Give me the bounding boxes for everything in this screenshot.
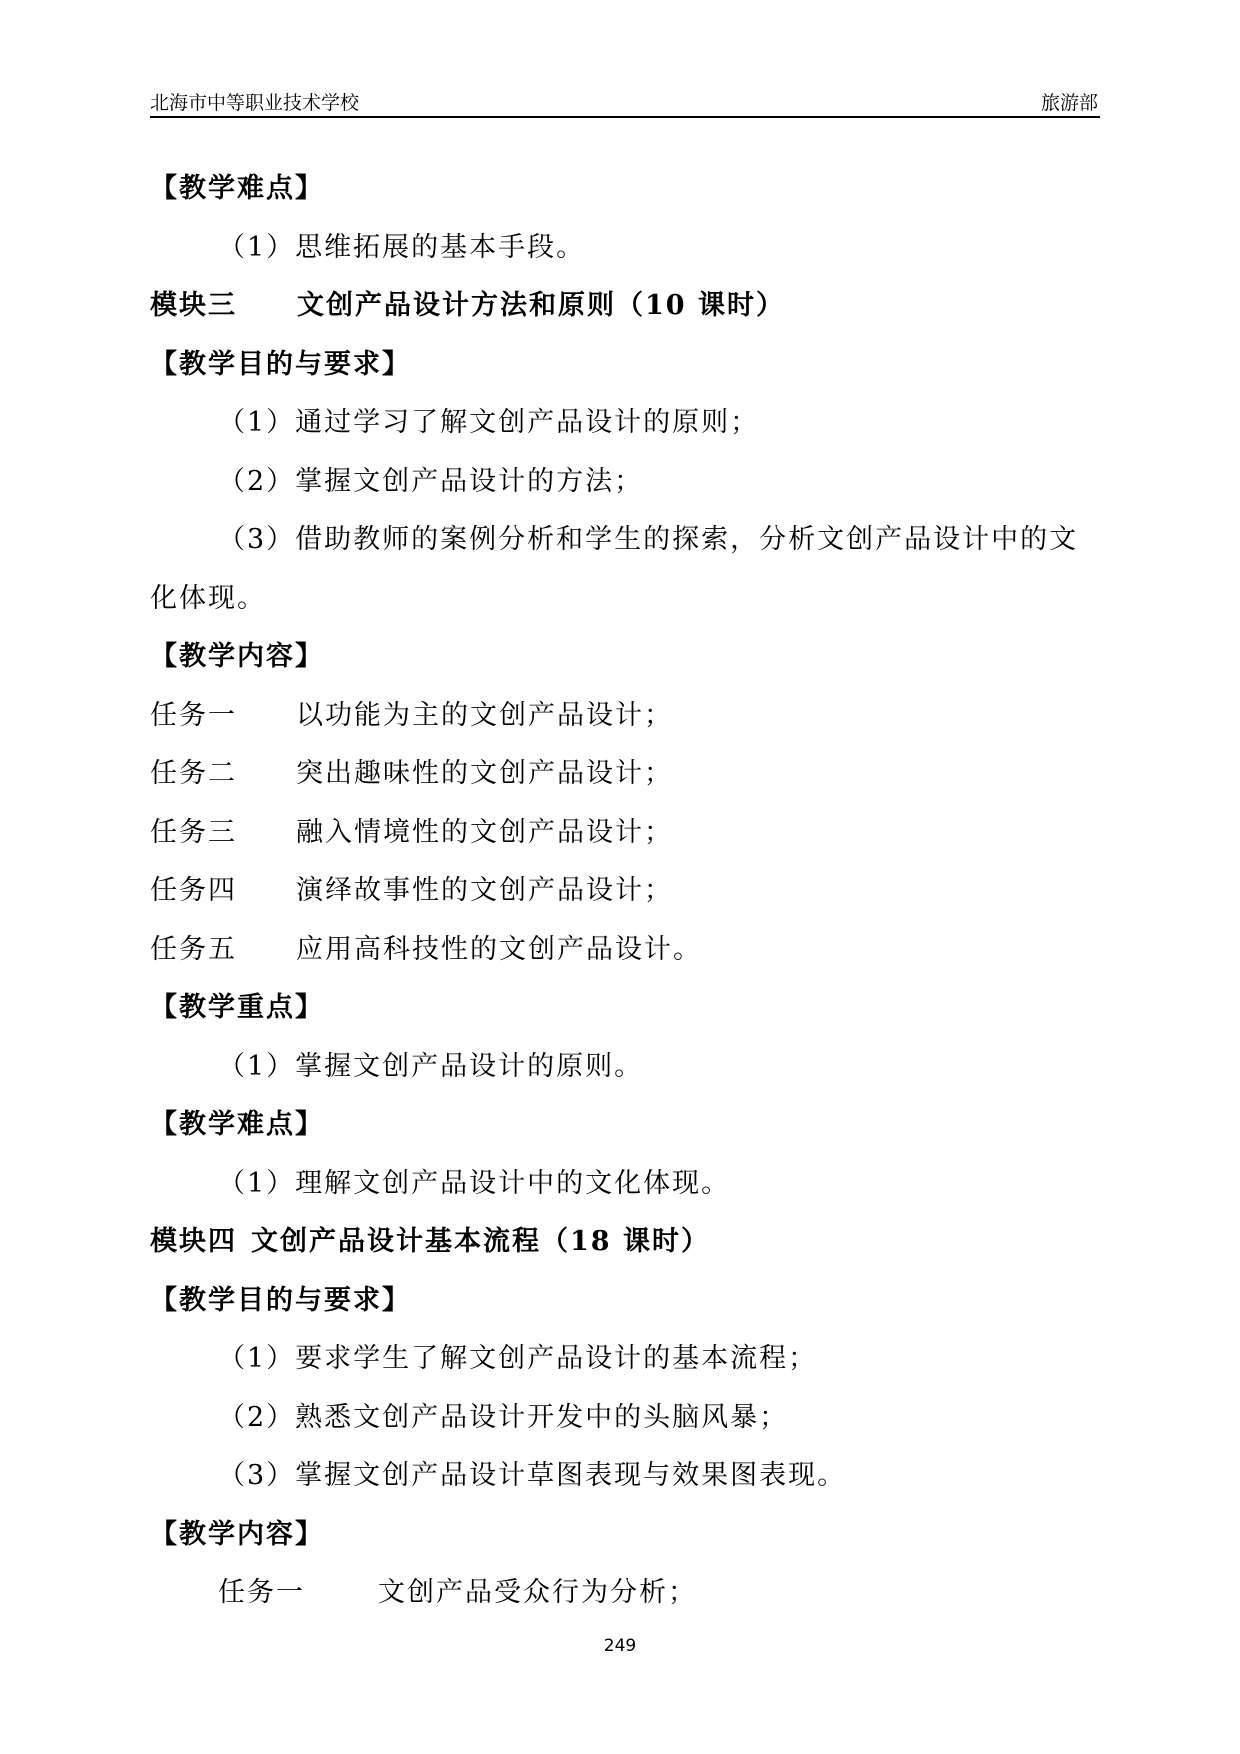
list-item: （3）掌握文创产品设计草图表现与效果图表现。: [218, 1460, 847, 1491]
task-label: 任务三: [150, 816, 237, 848]
list-item: （3）借助教师的案例分析和学生的探索，分析文创产品设计中的文: [218, 524, 1079, 555]
task-item: [150, 745, 1100, 804]
module-three-title: [150, 277, 1100, 336]
list-item: （1）理解文创产品设计中的文化体现。: [218, 1167, 731, 1199]
task-item: [150, 687, 1100, 746]
section-heading-difficulties: 【教学难点】: [150, 173, 324, 204]
task-text: 以功能为主的文创产品设计；: [296, 699, 673, 731]
list-item: （2）掌握文创产品设计的方法；: [218, 465, 644, 497]
list-item: （1）掌握文创产品设计的原则。: [218, 1050, 644, 1082]
list-item: （1）通过学习了解文创产品设计的原则；: [218, 407, 760, 438]
task-label: 任务一: [150, 699, 237, 731]
document-body: [150, 160, 1100, 1623]
task-text: 文创产品受众行为分析；: [378, 1577, 697, 1608]
task-text: 演绎故事性的文创产品设计；: [296, 875, 673, 906]
page-header: [150, 86, 1100, 118]
section-heading-content: 【教学内容】: [150, 641, 324, 672]
module-name: 文创产品设计基本流程（18 课时）: [251, 1226, 710, 1257]
list-item: （1）要求学生了解文创产品设计的基本流程；: [218, 1343, 818, 1374]
task-label: 任务四: [150, 875, 237, 906]
list-item-continuation: 化体现。: [150, 582, 266, 614]
section-heading-content: 【教学内容】: [150, 1518, 324, 1550]
task-text: 突出趣味性的文创产品设计；: [296, 758, 673, 789]
list-item: （2）熟悉文创产品设计开发中的头脑风暴；: [218, 1401, 789, 1433]
task-item: [150, 804, 1100, 863]
module-four-title: [150, 1213, 1100, 1272]
task-label: 任务一: [218, 1577, 305, 1608]
module-label: 模块四: [150, 1226, 237, 1257]
section-heading-difficulties: 【教学难点】: [150, 1109, 324, 1140]
list-item: （1）思维拓展的基本手段。: [218, 231, 586, 263]
task-label: 任务二: [150, 758, 237, 789]
header-school-name: 北海市中等职业技术学校: [150, 92, 360, 114]
header-department: 旅游部: [1040, 92, 1098, 114]
section-heading-key-points: 【教学重点】: [150, 992, 324, 1023]
page-number: 249: [603, 1636, 637, 1656]
task-item: [150, 1564, 1100, 1623]
task-item: [150, 862, 1100, 921]
task-item: [150, 921, 1100, 980]
module-label: 模块三: [150, 290, 237, 321]
section-heading-objectives: 【教学目的与要求】: [150, 348, 411, 380]
task-text: 应用高科技性的文创产品设计。: [296, 933, 702, 965]
section-heading-objectives: 【教学目的与要求】: [150, 1284, 411, 1316]
module-name: 文创产品设计方法和原则（10 课时）: [297, 290, 785, 321]
task-text: 融入情境性的文创产品设计；: [296, 816, 673, 848]
task-label: 任务五: [150, 933, 237, 965]
